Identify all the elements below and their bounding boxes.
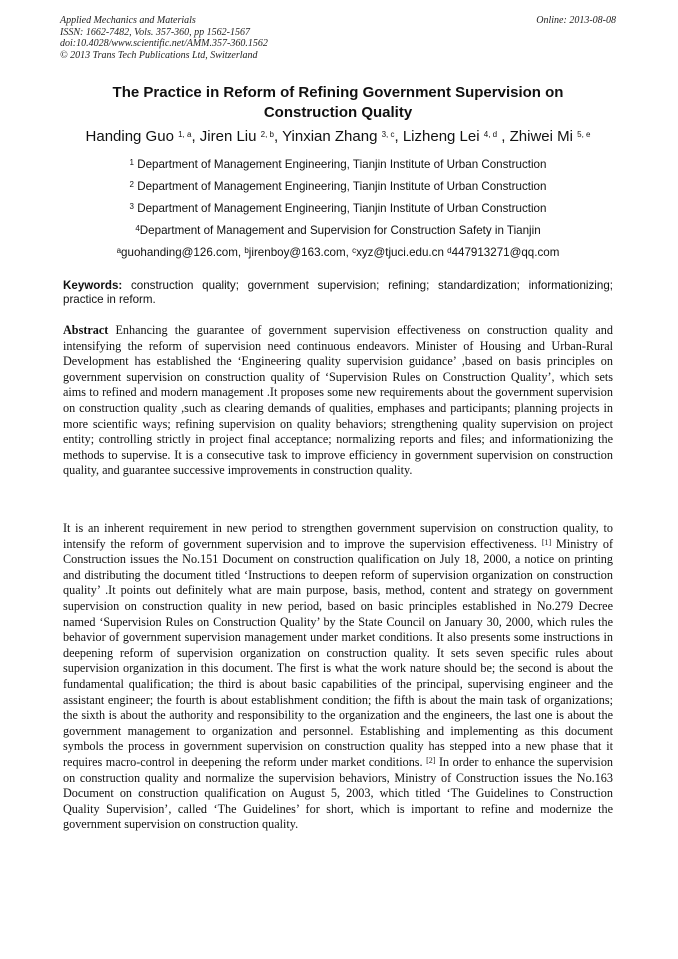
abstract-text: Enhancing the guarantee of government supervision effectiveness on construction quality and intensifying the reform of supervision need continuous endeavors. Minister of Housing and Urban-Rural Development has established the ‘Engineering quality supervision guidance’ ,based on basis principles on government supervision on construction quality of ‘Supervision Rules on Construction Quality’, which sets aims to refined and modern management .It proposes some new requirements about the government supervision on construction quality ,such as clearing demands of qualities, emphases and participants; planning projects in more scientific ways; refining supervision on quality behaviors; strengthening quality supervision on project entity; controlling strictly in project final acceptance; normalizing reports and files; and informationizing the methods to supervise. It is a consecutive task to improve efficiency in government supervision on construction quality, and guarantee successive improvements in construction quality. — [63, 323, 613, 478]
affiliation-marker: 1 — [129, 158, 134, 167]
author-marker: 5, e — [577, 130, 591, 139]
author-separator: , — [497, 128, 510, 145]
keywords-text: construction quality; government supervision; refining; standardization; informationizing; practice in reform. — [63, 279, 613, 306]
affiliation-marker: 2 — [129, 180, 134, 189]
affiliation-text: Department of Management Engineering, Tianjin Institute of Urban Construction — [134, 180, 547, 193]
affiliation — [60, 199, 616, 221]
email-marker: a — [116, 246, 122, 255]
author-separator: , — [274, 128, 283, 145]
issn-line: ISSN: 1662-7482, Vols. 357-360, pp 1562-1567 — [60, 26, 250, 38]
keywords-block — [63, 279, 613, 307]
author-name: Zhiwei Mi — [509, 128, 573, 145]
author — [282, 128, 403, 145]
email-address[interactable]: 447913271@qq.com — [451, 246, 560, 259]
author-name: Lizheng Lei — [402, 128, 480, 145]
author-name: Jiren Liu — [199, 128, 257, 145]
email-list — [60, 243, 616, 265]
affiliation-marker: 3 — [129, 202, 134, 211]
email-address[interactable]: guohanding@126.com, — [121, 246, 245, 259]
affiliation — [60, 155, 616, 177]
paragraph-text: In order to enhance the supervision on construction quality and normalize the supervision behaviors, Ministry of Construction issues the No.163 Document on construction qualification on August 5, 2003, which titled ‘The Guidelines to Construction Quality Supervision’, called ‘The Guidelines’ for short, which is important to refine and modernize the government supervision on construction quality. — [63, 754, 614, 832]
abstract-block — [63, 323, 613, 479]
email-marker: b — [244, 246, 249, 255]
author — [86, 128, 200, 145]
keywords-label: Keywords: — [63, 279, 123, 292]
email-address[interactable]: jirenboy@163.com, — [248, 246, 353, 259]
author — [200, 128, 282, 145]
affiliation-marker: 4 — [135, 224, 140, 233]
paper-title — [60, 83, 616, 123]
affiliation — [60, 221, 616, 243]
affiliation — [60, 177, 616, 199]
author — [403, 128, 510, 145]
author-marker: 1, a — [178, 130, 192, 139]
online-date: Online: 2013-08-08 — [536, 15, 616, 26]
author-marker: 3, c — [381, 130, 395, 139]
email-marker: d — [447, 246, 452, 255]
paragraph-text: Ministry of Construction issues the No.151 Document on construction qualification on July 18, 2000, a notice on printing and distributing the document titled ‘Instructions to deepen reform of supervision organization on construction quality’ .It points out definitely what are main purpose, basis, method, content and strategy on government supervision on construction quality in new period, based on basic principles established in No.279 Decree named ‘Supervision Rules on Construction Quality’ by the State Council on January 30, 2000, which rules the behavior of government supervision management under market conditions. It also presents some instructions in deepening reform of supervision organization on construction quality. It sets seven specific rules about supervision organization in this document. The first is what the work nature should be; the second is about the fundamental qualification; the third is about basic capabilities of the principal, supervising engineer and the assistant engineer; the fourth is about establishment condition; the fifth is about the main task of organizations; the sixth is about the authority and responsibility to the organization and the engineers, the last one is about the government management to organization and personnel. Establishing and implementing as this document symbols the process in government supervision on construction quality has stepped into a new phase that it requires macro-control in deepening the reform under market conditions. — [63, 536, 614, 769]
copyright-line: © 2013 Trans Tech Publications Ltd, Switzerland — [60, 49, 258, 61]
email-address[interactable]: xyz@tjuci.edu.cn — [356, 246, 448, 259]
paragraph-text: It is an inherent requirement in new period to strengthen government supervision on construction quality, to intensify the reform of government supervision and to improve the supervision effectiveness. — [63, 521, 613, 551]
author-separator: , — [394, 128, 403, 145]
title-line-1: The Practice in Reform of Refining Government Supervision on — [112, 84, 564, 101]
author — [510, 128, 591, 145]
citation-ref[interactable]: [2] — [426, 755, 436, 765]
journal-name: Applied Mechanics and Materials — [60, 15, 196, 26]
affiliation-text: Department of Management Engineering, Tianjin Institute of Urban Construction — [134, 158, 547, 171]
author-list — [60, 127, 616, 147]
author-marker: 2, b — [260, 130, 274, 139]
affiliation-text: Department of Management and Supervision for Construction Safety in Tianjin — [139, 224, 541, 237]
author-name: Yinxian Zhang — [282, 128, 378, 145]
affiliation-block — [60, 155, 616, 265]
citation-ref[interactable]: [1] — [541, 537, 552, 547]
title-line-2: Construction Quality — [263, 104, 413, 121]
email-marker: c — [352, 246, 357, 255]
author-separator: , — [191, 128, 200, 145]
doi-line[interactable]: doi:10.4028/www.scientific.net/AMM.357-360.1562 — [60, 38, 268, 50]
journal-header — [60, 15, 616, 61]
body-paragraph — [63, 521, 613, 833]
affiliation-text: Department of Management Engineering, Tianjin Institute of Urban Construction — [134, 202, 547, 215]
abstract-label: Abstract — [63, 323, 109, 337]
author-marker: 4, d — [483, 130, 498, 139]
author-name: Handing Guo — [85, 128, 174, 145]
